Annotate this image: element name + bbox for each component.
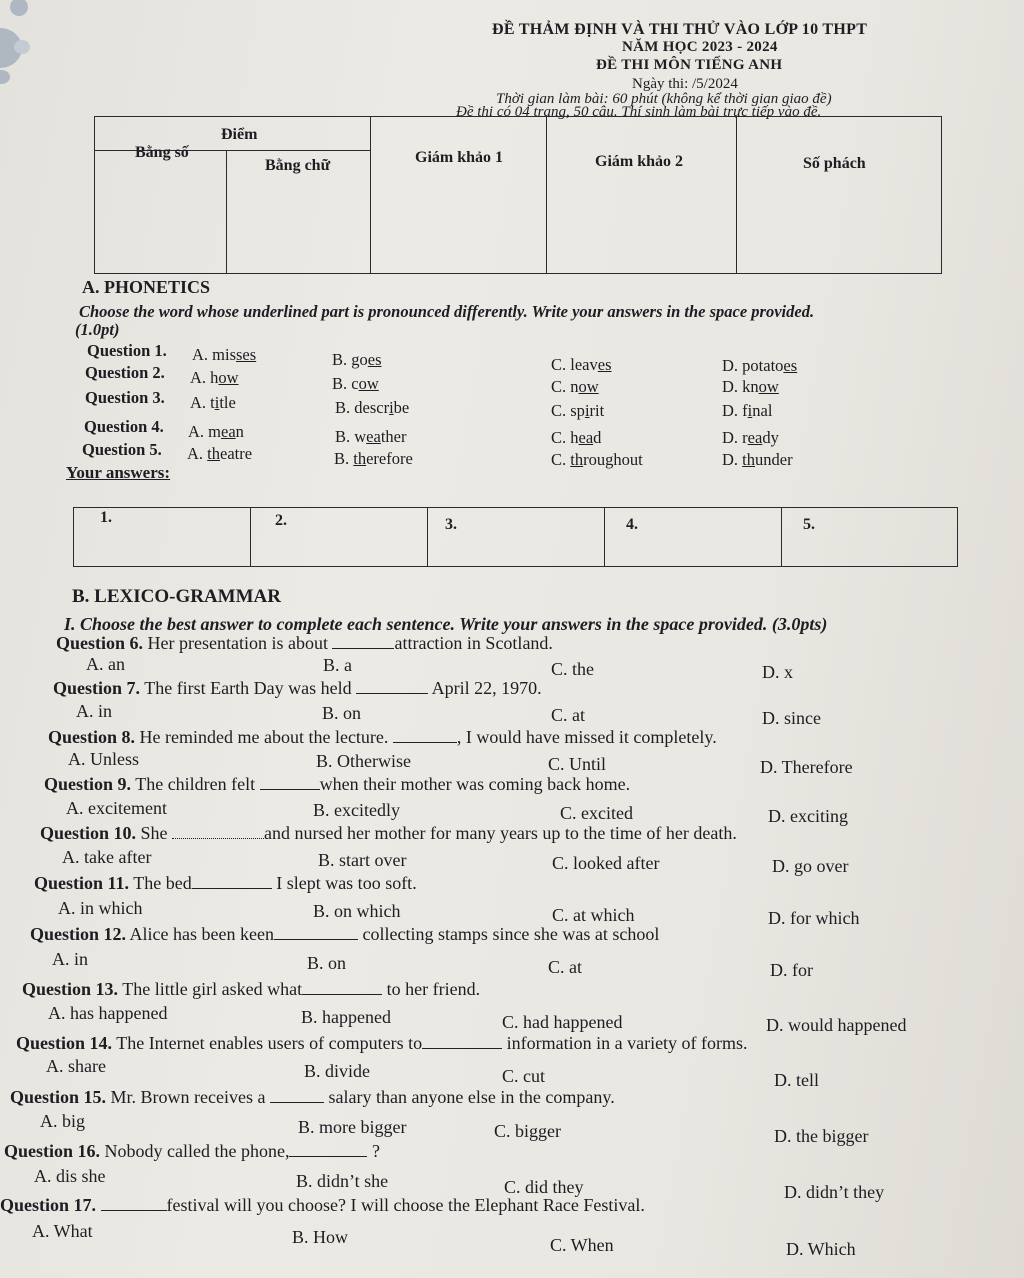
question-14-option-b[interactable]: B. divide xyxy=(304,1061,370,1081)
score-table xyxy=(94,116,942,274)
question-7-option-c[interactable]: C. at xyxy=(551,705,585,725)
serial-label: Số phách xyxy=(803,155,866,172)
question-10-option-d[interactable]: D. go over xyxy=(772,856,849,876)
answer-cell-4[interactable] xyxy=(605,508,782,567)
question-6-stem: Question 6. Her presentation is about attraction in Scotland. xyxy=(56,633,553,653)
question-7-option-b[interactable]: B. on xyxy=(322,703,362,723)
score-number-box[interactable] xyxy=(95,151,227,274)
question-14-option-c[interactable]: C. cut xyxy=(502,1066,545,1086)
question-5-option-d[interactable]: D. thunder xyxy=(722,450,793,469)
question-6-option-d[interactable]: D. x xyxy=(762,662,793,682)
question-5-option-a[interactable]: A. theatre xyxy=(187,444,253,463)
answer-cell-2[interactable] xyxy=(251,508,428,567)
question-12-option-c[interactable]: C. at xyxy=(548,957,582,977)
answer-cell-label: 4. xyxy=(626,516,638,533)
examiner-1-cell xyxy=(371,117,547,274)
question-12-option-b[interactable]: B. on xyxy=(307,953,347,973)
question-15-option-b[interactable]: B. more bigger xyxy=(298,1117,407,1137)
question-4-option-c[interactable]: C. head xyxy=(551,428,602,447)
question-12-option-a[interactable]: A. in xyxy=(52,949,88,969)
question-8-option-c[interactable]: C. Until xyxy=(548,754,607,774)
question-11-stem: Question 11. The bed I slept was too soft. xyxy=(34,873,417,893)
score-words-label: Bằng chữ xyxy=(265,157,331,174)
phonetics-points: (1.0pt) xyxy=(75,320,120,339)
question-14-option-a[interactable]: A. share xyxy=(46,1056,106,1076)
question-9-option-b[interactable]: B. excitedly xyxy=(313,800,400,820)
question-17-stem: Question 17. festival will you choose? I will choose the Elephant Race Festival. xyxy=(0,1195,645,1215)
answer-cell-label: 1. xyxy=(100,509,112,526)
question-3-label: Question 3. xyxy=(85,388,165,407)
question-10-stem: Question 10. She and nursed her mother for many years up to the time of her death. xyxy=(40,823,737,843)
question-16-option-b[interactable]: B. didn’t she xyxy=(296,1171,389,1191)
question-1-option-d[interactable]: D. potatoes xyxy=(722,356,798,375)
question-1-option-b[interactable]: B. goes xyxy=(332,350,382,369)
question-13-option-d[interactable]: D. would happened xyxy=(766,1015,907,1035)
question-7-option-d[interactable]: D. since xyxy=(762,708,821,728)
question-15-option-d[interactable]: D. the bigger xyxy=(774,1126,869,1146)
question-1-option-a[interactable]: A. misses xyxy=(192,345,257,364)
grammar-heading: B. LEXICO-GRAMMAR xyxy=(72,586,281,607)
question-2-label: Question 2. xyxy=(85,363,165,382)
question-5-option-c[interactable]: C. throughout xyxy=(551,450,643,469)
question-16-stem: Question 16. Nobody called the phone, ? xyxy=(4,1141,380,1161)
question-1-label: Question 1. xyxy=(87,341,167,360)
question-12-option-d[interactable]: D. for xyxy=(770,960,813,980)
answer-cell-label: 5. xyxy=(803,516,815,533)
time-allowed: Thời gian làm bài: 60 phút (không kể thời gian giao đề) xyxy=(496,91,832,107)
question-2-option-c[interactable]: C. now xyxy=(551,377,599,396)
question-9-option-a[interactable]: A. excitement xyxy=(66,798,167,818)
question-6-option-a[interactable]: A. an xyxy=(86,654,125,674)
subject-title: ĐỀ THI MÔN TIẾNG ANH xyxy=(596,57,783,73)
question-17-option-a[interactable]: A. What xyxy=(32,1221,93,1241)
question-7-option-a[interactable]: A. in xyxy=(76,701,112,721)
question-8-option-d[interactable]: D. Therefore xyxy=(760,757,853,777)
question-12-stem: Question 12. Alice has been keen collecting stamps since she was at school xyxy=(30,924,660,944)
question-8-option-a[interactable]: A. Unless xyxy=(68,749,139,769)
question-8-stem: Question 8. He reminded me about the lecture. , I would have missed it completely. xyxy=(48,727,717,747)
exam-notes: Đề thi có 04 trang, 50 câu. Thí sinh làm bài trực tiếp vào đề. xyxy=(456,104,822,120)
question-5-label: Question 5. xyxy=(82,440,162,459)
question-11-option-a[interactable]: A. in which xyxy=(58,898,143,918)
question-14-option-d[interactable]: D. tell xyxy=(774,1070,819,1090)
your-answers-label: Your answers: xyxy=(66,463,171,482)
question-15-stem: Question 15. Mr. Brown receives a salary than anyone else in the company. xyxy=(10,1087,615,1107)
question-10-option-c[interactable]: C. looked after xyxy=(552,853,660,873)
score-number-label: Bằng số xyxy=(135,144,189,161)
question-3-option-b[interactable]: B. describe xyxy=(335,398,410,417)
examiner-1-label: Giám khảo 1 xyxy=(415,149,504,166)
question-6-option-c[interactable]: C. the xyxy=(551,659,594,679)
question-9-option-c[interactable]: C. excited xyxy=(560,803,633,823)
exam-date: Ngày thi: /5/2024 xyxy=(632,76,738,92)
question-4-option-d[interactable]: D. ready xyxy=(722,428,779,447)
score-label: Điểm xyxy=(221,126,258,143)
serial-cell xyxy=(737,117,942,274)
phonetics-instruction: Choose the word whose underlined part is pronounced differently. Write your answers in the space provided. xyxy=(79,302,815,321)
question-15-option-a[interactable]: A. big xyxy=(40,1111,85,1131)
question-16-option-c[interactable]: C. did they xyxy=(504,1177,584,1197)
question-3-option-c[interactable]: C. spirit xyxy=(551,401,605,420)
examiner-2-cell xyxy=(547,117,737,274)
question-9-stem: Question 9. The children felt when their mother was coming back home. xyxy=(44,774,631,794)
question-15-option-c[interactable]: C. bigger xyxy=(494,1121,561,1141)
examiner-2-label: Giám khảo 2 xyxy=(595,153,684,170)
question-13-stem: Question 13. The little girl asked what to her friend. xyxy=(22,979,481,999)
answer-cell-label: 3. xyxy=(445,516,457,533)
question-2-option-d[interactable]: D. know xyxy=(722,377,779,396)
question-11-option-d[interactable]: D. for which xyxy=(768,908,860,928)
question-13-option-c[interactable]: C. had happened xyxy=(502,1012,623,1032)
score-header-cell xyxy=(95,117,371,174)
question-11-option-c[interactable]: C. at which xyxy=(552,905,635,925)
question-3-option-d[interactable]: D. final xyxy=(722,401,773,420)
question-16-option-a[interactable]: A. dis she xyxy=(34,1166,106,1186)
question-8-option-b[interactable]: B. Otherwise xyxy=(316,751,411,771)
question-2-option-a[interactable]: A. how xyxy=(190,368,239,387)
answer-cell-label: 2. xyxy=(275,512,287,529)
question-10-option-b[interactable]: B. start over xyxy=(318,850,407,870)
question-6-option-b[interactable]: B. a xyxy=(323,655,352,675)
question-7-stem: Question 7. The first Earth Day was held April 22, 1970. xyxy=(53,678,542,698)
question-3-option-a[interactable]: A. title xyxy=(190,393,236,412)
question-11-option-b[interactable]: B. on which xyxy=(313,901,401,921)
answer-cell-3[interactable] xyxy=(428,508,605,567)
question-17-option-c[interactable]: C. When xyxy=(550,1235,614,1255)
question-5-option-b[interactable]: B. therefore xyxy=(334,449,413,468)
question-13-option-b[interactable]: B. happened xyxy=(301,1007,391,1027)
question-4-option-b[interactable]: B. weather xyxy=(335,427,407,446)
school-year: NĂM HỌC 2023 - 2024 xyxy=(622,39,778,55)
phonetics-heading: A. PHONETICS xyxy=(82,277,211,297)
question-4-label: Question 4. xyxy=(84,417,164,436)
question-17-option-b[interactable]: B. How xyxy=(292,1227,349,1247)
answer-cell-1[interactable] xyxy=(74,508,251,567)
question-2-option-b[interactable]: B. cow xyxy=(332,374,379,393)
question-17-option-d[interactable]: D. Which xyxy=(786,1239,856,1259)
question-14-stem: Question 14. The Internet enables users of computers to information in a variety of forms. xyxy=(16,1033,748,1053)
question-4-option-a[interactable]: A. mean xyxy=(188,422,244,441)
question-10-option-a[interactable]: A. take after xyxy=(62,847,152,867)
question-1-option-c[interactable]: C. leaves xyxy=(551,355,612,374)
grammar-instruction: I. Choose the best answer to complete each sentence. Write your answers in the space provided. (3.0pts) xyxy=(64,614,828,634)
answers-table xyxy=(73,507,958,567)
answer-cell-5[interactable] xyxy=(782,508,958,567)
question-13-option-a[interactable]: A. has happened xyxy=(48,1003,168,1023)
exam-title: ĐỀ THẢM ĐỊNH VÀ THI THỬ VÀO LỚP 10 THPT xyxy=(492,21,868,38)
question-16-option-d[interactable]: D. didn’t they xyxy=(784,1182,885,1202)
question-9-option-d[interactable]: D. exciting xyxy=(768,806,848,826)
